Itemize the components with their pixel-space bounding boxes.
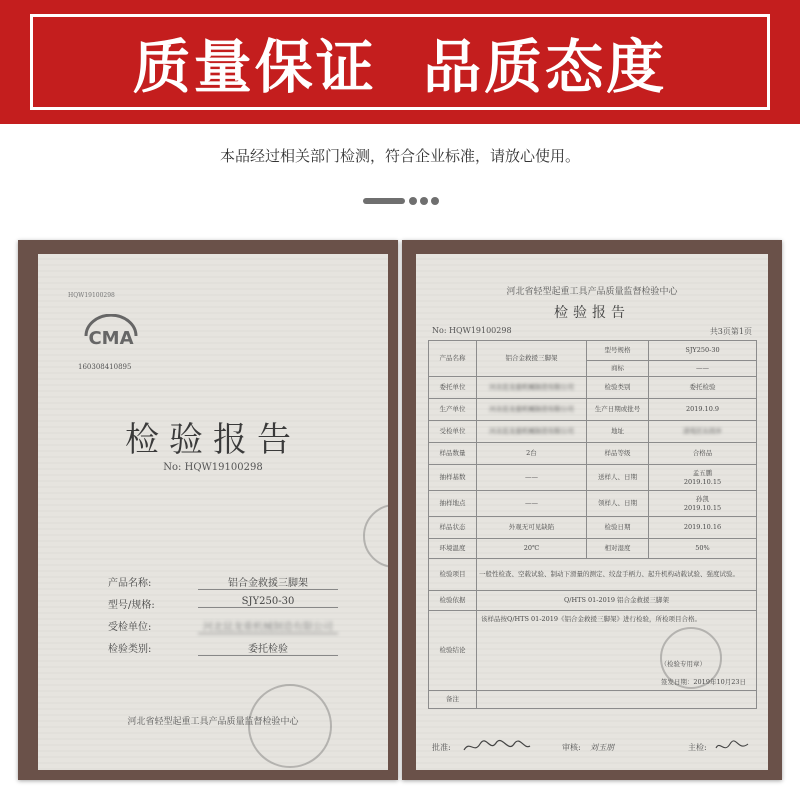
inspector-signature bbox=[714, 738, 750, 756]
table-row bbox=[429, 341, 757, 361]
field-label: 产品名称: bbox=[108, 578, 152, 589]
cover-org: 河北省轻型起重工具产品质量监督检验中心 bbox=[127, 717, 299, 727]
banner bbox=[0, 0, 800, 124]
cma-label: CMA bbox=[88, 328, 134, 349]
table-cell: 2019.10.9 bbox=[649, 399, 757, 421]
cover-card bbox=[18, 240, 398, 780]
table-row bbox=[429, 399, 757, 421]
table-cell: 抽样基数 bbox=[429, 465, 477, 491]
seal-stamp bbox=[660, 627, 722, 689]
report-header: 河北省轻型起重工具产品质量监督检验中心 bbox=[506, 287, 678, 297]
field-value: 河北昆龙重机械制造有限公司 bbox=[198, 618, 338, 634]
report-card bbox=[402, 240, 782, 780]
dot-indicator bbox=[431, 197, 439, 205]
table-cell: 2019.10.16 bbox=[649, 517, 757, 539]
table-row bbox=[429, 443, 757, 465]
report-page: 共3页第1页 bbox=[709, 327, 752, 336]
field-value: SJY250-30 bbox=[198, 596, 338, 608]
table-cell: 河北昆龙重机械制造有限公司 bbox=[477, 421, 587, 443]
sign-date: 签发日期：2019年10月23日 bbox=[660, 677, 746, 686]
sender-date: 2019.10.15 bbox=[683, 477, 722, 486]
banner-frame bbox=[30, 14, 770, 110]
table-cell: 合格品 bbox=[649, 443, 757, 465]
cma-logo bbox=[80, 314, 142, 358]
table-row bbox=[429, 539, 757, 559]
receiver-date: 2019.10.15 bbox=[683, 503, 722, 512]
table-row bbox=[429, 421, 757, 443]
cover-title: 检验报告 bbox=[125, 420, 301, 460]
table-cell: 20℃ bbox=[477, 539, 587, 559]
seal-text: （检验专用章） bbox=[660, 659, 706, 668]
receiver-name: 孙凯 bbox=[696, 495, 709, 504]
table-cell: 检验依据 bbox=[429, 591, 477, 611]
field-value: 委托检验 bbox=[198, 640, 338, 656]
table-cell: 委托单位 bbox=[429, 377, 477, 399]
table-cell: 委托检验 bbox=[649, 377, 757, 399]
field-label: 型号/规格: bbox=[108, 600, 155, 611]
table-cell: —— bbox=[649, 361, 757, 377]
table-row bbox=[429, 691, 757, 709]
table-cell: 产品名称 bbox=[429, 341, 477, 377]
table-row bbox=[429, 559, 757, 591]
table-cell: 相对湿度 bbox=[587, 539, 649, 559]
table-cell: 型号规格 bbox=[587, 341, 649, 361]
table-cell: 环境温度 bbox=[429, 539, 477, 559]
cover-code: HQW19100298 bbox=[68, 292, 115, 299]
table-cell: 检验结论 bbox=[429, 611, 477, 691]
field-label: 受检单位: bbox=[108, 622, 152, 633]
approve-label: 批准: bbox=[432, 743, 451, 752]
table-cell: 受检单位 bbox=[429, 421, 477, 443]
table-cell: 样品状态 bbox=[429, 517, 477, 539]
active-dash-indicator bbox=[363, 198, 405, 204]
table-cell: —— bbox=[477, 465, 587, 491]
table-row bbox=[429, 517, 757, 539]
table-cell: 样品等级 bbox=[587, 443, 649, 465]
table-cell: 检验日期 bbox=[587, 517, 649, 539]
table-cell: 清苑区东闾乡 bbox=[649, 421, 757, 443]
table-cell: 生产日期或批号 bbox=[587, 399, 649, 421]
report-paper bbox=[416, 254, 768, 770]
approver-signature bbox=[462, 738, 532, 756]
field-value: 铝合金救援三脚架 bbox=[198, 574, 338, 590]
report-title: 检验报告 bbox=[554, 305, 630, 321]
table-cell: 检验项目 bbox=[429, 559, 477, 591]
table-row bbox=[429, 377, 757, 399]
field-label: 检验类别: bbox=[108, 644, 152, 655]
table-cell: 样品数量 bbox=[429, 443, 477, 465]
table-cell bbox=[649, 465, 757, 491]
table-row bbox=[429, 611, 757, 691]
pagination-dots bbox=[363, 195, 443, 207]
table-cell: 河北昆龙重机械制造有限公司 bbox=[477, 377, 587, 399]
table-cell: SJY250-30 bbox=[649, 341, 757, 361]
report-table bbox=[428, 340, 757, 709]
table-cell: 抽样地点 bbox=[429, 491, 477, 517]
table-cell: 50% bbox=[649, 539, 757, 559]
report-no: No: HQW19100298 bbox=[432, 326, 512, 335]
dot-indicator bbox=[420, 197, 428, 205]
table-cell: Q/HTS 01-2019 铝合金救援三脚架 bbox=[477, 591, 757, 611]
conclusion-text: 该样品按Q/HTS 01-2019《铝合金救援三脚架》进行检验，所检项目合格。 bbox=[481, 615, 702, 623]
table-cell bbox=[649, 491, 757, 517]
table-row bbox=[429, 491, 757, 517]
banner-title: 质量保证 品质态度 bbox=[132, 33, 668, 101]
table-cell: 地址 bbox=[587, 421, 649, 443]
table-cell: 商标 bbox=[587, 361, 649, 377]
cma-number: 160308410895 bbox=[78, 363, 132, 371]
table-cell: 生产单位 bbox=[429, 399, 477, 421]
review-label: 审核: bbox=[562, 743, 581, 752]
table-row bbox=[429, 465, 757, 491]
table-cell bbox=[477, 691, 757, 709]
table-cell: 领样人、日期 bbox=[587, 491, 649, 517]
sender-name: 孟五鹏 bbox=[692, 469, 713, 478]
table-cell: 河北昆龙重机械制造有限公司 bbox=[477, 399, 587, 421]
dot-indicator bbox=[409, 197, 417, 205]
seal-stamp bbox=[248, 684, 332, 768]
table-row bbox=[429, 591, 757, 611]
table-cell: 2台 bbox=[477, 443, 587, 465]
table-cell: —— bbox=[477, 491, 587, 517]
table-cell: 外观无可见缺陷 bbox=[477, 517, 587, 539]
cover-report-no: No: HQW19100298 bbox=[163, 462, 263, 473]
table-cell: 送样人、日期 bbox=[587, 465, 649, 491]
table-cell bbox=[477, 611, 757, 691]
table-cell: 检验类别 bbox=[587, 377, 649, 399]
table-cell: 一般性检查、空载试验、制动下滑量的测定、绞盘手柄力、起升机构动载试验、强度试验。 bbox=[477, 559, 757, 591]
review-signature: 刘玉朋 bbox=[590, 743, 614, 752]
seal-stamp bbox=[363, 504, 388, 568]
main-inspector-label: 主检: bbox=[688, 743, 707, 752]
cover-paper bbox=[38, 254, 388, 770]
table-cell: 铝合金救援三脚架 bbox=[477, 341, 587, 377]
table-cell: 备注 bbox=[429, 691, 477, 709]
subtitle: 本品经过相关部门检测，符合企业标准，请放心使用。 bbox=[219, 147, 580, 165]
